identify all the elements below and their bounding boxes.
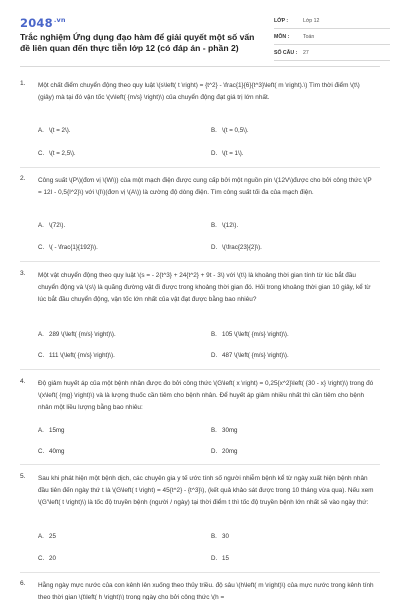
option-c[interactable]: [38, 244, 98, 251]
meta-row-grade: [274, 14, 390, 29]
option-text: \(t = 2,5\).: [49, 150, 76, 157]
option-text: 487 \(\left( {m/s} \right)\).: [222, 352, 289, 359]
option-c[interactable]: [38, 352, 115, 359]
meta-key: MÔN :: [274, 34, 290, 40]
question-2: [20, 175, 380, 263]
option-letter: A.: [38, 222, 44, 229]
question-text: Một vật chuyển động theo quy luật \(s = - 2{t^3} + 24{t^2} + 9t - 3\) với \(t\) là khoảng thời gian tính từ lúc bắt đầu chuyển động và \(s\) là quãng đường vật đi được trong khoảng thời gian đó. Hỏi trong khoảng thời gian 10 giây, kể từ lúc bắt đầu chuyển động, vận tốc lớn nhất của vật đạt được bằng bao nhiêu?: [38, 272, 371, 303]
option-letter: C.: [38, 448, 45, 455]
option-text: 25: [49, 533, 56, 540]
meta-value: 27: [303, 50, 309, 56]
question-6: [20, 580, 380, 600]
meta-value: Toán: [303, 34, 315, 40]
option-letter: D.: [211, 150, 218, 157]
option-text: \( - \frac{1}{192}\).: [49, 244, 98, 251]
question-divider: [20, 261, 380, 262]
question-3: [20, 270, 380, 370]
question-number: 2.: [20, 175, 26, 182]
option-a[interactable]: [38, 427, 64, 434]
option-b[interactable]: [211, 222, 238, 229]
question-divider: [20, 167, 380, 168]
document-title: Trắc nghiệm Ứng dụng đạo hàm để giải quyết một số vấn đề liên quan đến thực tiễn lớp 12 (có đáp án - phần 2): [20, 32, 255, 53]
option-text: 111 \(\left( {m/s} \right)\).: [49, 352, 115, 359]
option-d[interactable]: [211, 150, 244, 157]
option-text: 30: [222, 533, 229, 540]
option-letter: C.: [38, 150, 45, 157]
question-text: Độ giảm huyết áp của một bệnh nhân được đo bởi công thức \(G\left( x \right) = 0,25{x^2}\left( {30 - x} \right)\) trong đó \(x\left( {mg} \right)\) và là lượng thuốc cần tiêm cho bệnh nhân. Để huyết áp giảm nhiều nhất thì cần tiêm cho bệnh nhân một liều lượng bằng bao nhiêu:: [38, 380, 374, 411]
question-text: Sau khi phát hiện một bệnh dịch, các chuyên gia y tế ước tính số người nhiễm bệnh kể từ ngày xuất hiện bệnh nhân đầu tiên đến ngày thứ t là \(G\left( t \right) = 45{t^2} - {t^3}\), (kết quả khảo sát được trong 10 tháng vừa qua). Nếu xem \(G'\left( t \right)\) là tốc độ truyền bệnh (người / ngày) tại thời điểm t thì tốc độ truyền bệnh lớn nhất sẽ vào ngày thứ:: [38, 475, 374, 506]
meta-row-question-count: [274, 46, 390, 61]
option-text: 289 \(\left( {m/s} \right)\).: [49, 331, 116, 338]
meta-info-box: [274, 14, 390, 61]
question-text: Hằng ngày mực nước của con kênh lên xuống theo thủy triều. độ sâu \(h\left( m \right)\) của mực nước trong kênh tính theo thời gian \(t\left( h \right)\) trong ngày cho bởi công thức \(h =: [38, 582, 374, 600]
option-letter: D.: [211, 555, 218, 562]
meta-key: SỐ CÂU :: [274, 50, 298, 56]
question-number: 4.: [20, 378, 26, 385]
option-letter: C.: [38, 555, 45, 562]
option-b[interactable]: [211, 331, 289, 338]
site-logo[interactable]: [20, 16, 66, 30]
option-d[interactable]: [211, 352, 289, 359]
question-text: Một chất điểm chuyển động theo quy luật \(s\left( t \right) = {t^2} - \frac{1}{6}{t^3}\left( m \right).\) Tìm thời điểm \(t\) (giây) mà tại đó vận tốc \(v\left( {m/s} \right)\) của chuyển động đạt giá trị lớn nhất.: [38, 82, 360, 101]
option-text: 40mg: [49, 448, 65, 455]
option-letter: B.: [211, 331, 217, 338]
option-d[interactable]: [211, 244, 262, 251]
question-number: 5.: [20, 473, 26, 480]
option-text: \(12\).: [222, 222, 239, 229]
option-c[interactable]: [38, 150, 76, 157]
option-letter: A.: [38, 331, 44, 338]
header-divider: [20, 66, 380, 67]
option-text: 30mg: [222, 427, 238, 434]
option-text: 15: [222, 555, 229, 562]
option-text: \(72\).: [49, 222, 66, 229]
meta-value: Lớp 12: [303, 18, 320, 24]
option-text: \(\frac{23}{2}\).: [222, 244, 262, 251]
question-4: [20, 378, 380, 466]
option-text: 20: [49, 555, 56, 562]
option-letter: C.: [38, 352, 45, 359]
option-letter: A.: [38, 127, 44, 134]
option-d[interactable]: [211, 555, 229, 562]
logo-text: 2048: [20, 16, 53, 30]
option-letter: B.: [211, 533, 217, 540]
option-letter: A.: [38, 427, 44, 434]
option-text: 20mg: [222, 448, 238, 455]
option-b[interactable]: [211, 533, 229, 540]
option-text: \(t = 2\).: [49, 127, 71, 134]
option-letter: A.: [38, 533, 44, 540]
question-divider: [20, 572, 380, 573]
question-text: Công suất \(P\)(đơn vị \(W\)) của một mạch điện được cung cấp bởi một nguồn pin \(12V\)được cho bởi công thức \(P = 12I - 0,5{I^2}\) với \(I\)(đơn vị \(A\)) là cường độ dòng điện. Tìm công suất tối đa của mạch điện.: [38, 177, 372, 196]
question-number: 6.: [20, 580, 26, 587]
option-letter: C.: [38, 244, 45, 251]
question-divider: [20, 369, 380, 370]
option-b[interactable]: [211, 127, 249, 134]
option-text: \(t = 1\).: [222, 150, 244, 157]
option-c[interactable]: [38, 555, 56, 562]
question-1: [20, 80, 380, 170]
option-letter: B.: [211, 222, 217, 229]
option-letter: D.: [211, 352, 218, 359]
option-a[interactable]: [38, 331, 116, 338]
meta-key: LỚP :: [274, 18, 289, 24]
option-c[interactable]: [38, 448, 64, 455]
question-number: 1.: [20, 80, 26, 87]
option-letter: B.: [211, 427, 217, 434]
question-number: 3.: [20, 270, 26, 277]
question-5: [20, 473, 380, 573]
option-text: \(t = 0,5\).: [222, 127, 249, 134]
logo-suffix: .vn: [53, 16, 66, 25]
option-b[interactable]: [211, 427, 237, 434]
meta-row-subject: [274, 30, 390, 45]
option-text: 15mg: [49, 427, 65, 434]
option-a[interactable]: [38, 127, 71, 134]
option-text: 105 \(\left( {m/s} \right)\).: [222, 331, 289, 338]
option-letter: B.: [211, 127, 217, 134]
option-letter: D.: [211, 448, 218, 455]
option-a[interactable]: [38, 222, 65, 229]
option-letter: D.: [211, 244, 218, 251]
option-d[interactable]: [211, 448, 237, 455]
question-divider: [20, 464, 380, 465]
document-header: [20, 14, 390, 64]
option-a[interactable]: [38, 533, 56, 540]
